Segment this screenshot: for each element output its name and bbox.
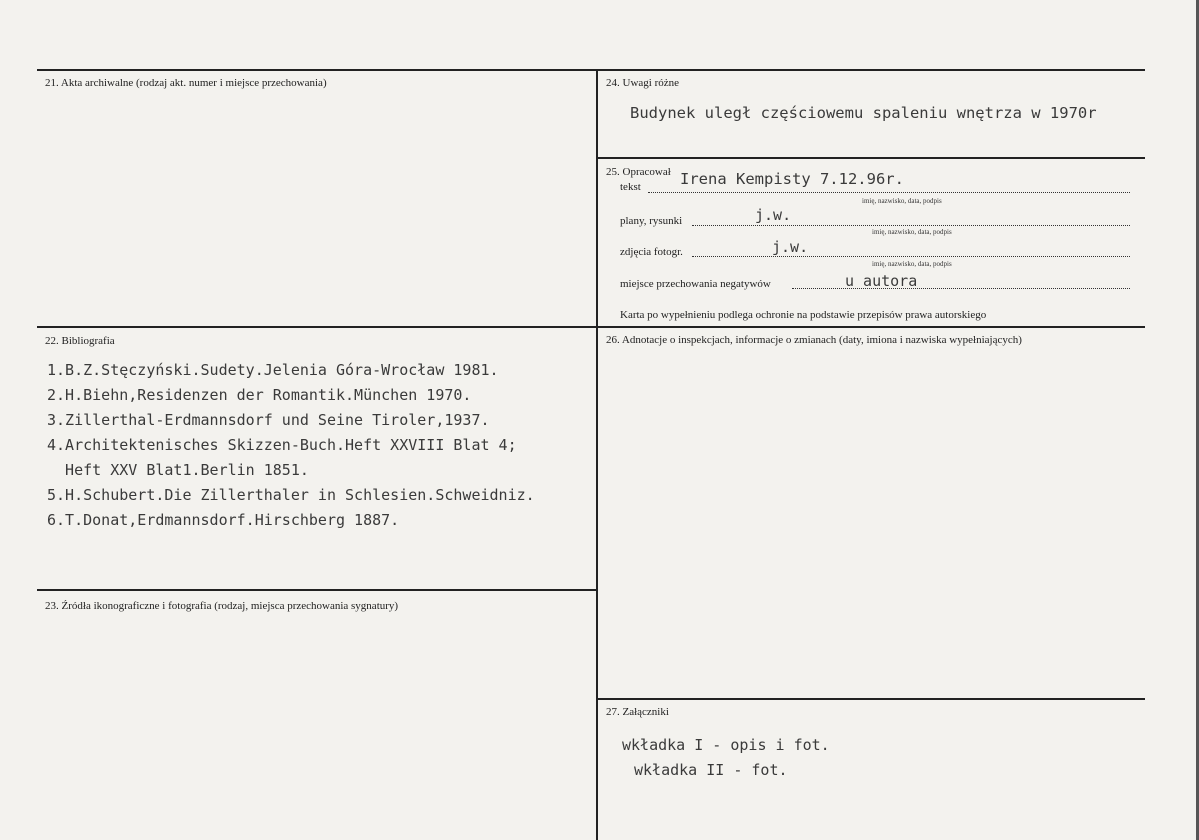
divider-25-26 <box>596 326 1145 328</box>
divider-22-23 <box>37 589 597 591</box>
attachment-item: wkładka II - fot. <box>634 761 788 779</box>
bibliography-entry: 3.Zillerthal-Erdmannsdorf und Seine Tiroler,1937. <box>47 411 490 429</box>
plany-dotted-line <box>692 225 1130 226</box>
bibliography-entry: 5.H.Schubert.Die Zillerthaler in Schlesien.Schweidniz. <box>47 486 535 504</box>
section-22-label: 22. Bibliografia <box>45 335 115 347</box>
bibliography-entry: 6.T.Donat,Erdmannsdorf.Hirschberg 1887. <box>47 511 400 529</box>
tekst-label: tekst <box>620 181 641 193</box>
bibliography-entry: 1.B.Z.Stęczyński.Sudety.Jelenia Góra-Wrocław 1981. <box>47 361 499 379</box>
section-26-label: 26. Adnotacje o inspekcjach, informacje o zmianach (daty, imiona i nazwiska wypełniających) <box>606 334 1022 346</box>
divider-24-25 <box>596 157 1145 159</box>
bibliography-entry: 4.Architektenisches Skizzen-Buch.Heft XXVIII Blat 4; <box>47 436 517 454</box>
section-21-label: 21. Akta archiwalne (rodzaj akt. numer i miejsce przechowania) <box>45 77 327 89</box>
tekst-dotted-line <box>648 192 1130 193</box>
top-border <box>37 69 1145 71</box>
zdjecia-dotted-line <box>692 256 1130 257</box>
negatywy-dotted-line <box>792 288 1130 289</box>
zdjecia-label: zdjęcia fotogr. <box>620 246 683 258</box>
negatywy-value: u autora <box>845 272 918 290</box>
divider-21-22 <box>37 326 597 328</box>
plany-value: j.w. <box>755 206 792 224</box>
plany-label: plany, rysunki <box>620 215 683 227</box>
negatywy-label: miejsce przechowania negatywów <box>620 278 771 290</box>
divider-26-27 <box>596 698 1145 700</box>
section-27-label: 27. Załączniki <box>606 706 669 718</box>
plany-hint: imię, nazwisko, data, podpis <box>872 228 952 236</box>
column-divider <box>596 69 598 840</box>
tekst-value: Irena Kempisty 7.12.96r. <box>680 170 904 188</box>
bibliography-entry: Heft XXV Blat1.Berlin 1851. <box>47 461 309 479</box>
tekst-hint: imię, nazwisko, data, podpis <box>862 197 942 205</box>
attachment-item: wkładka I - opis i fot. <box>622 736 830 754</box>
section-25-label: 25. Opracował <box>606 166 671 178</box>
copyright-note: Karta po wypełnieniu podlega ochronie na podstawie przepisów prawa autorskiego <box>620 309 987 321</box>
section-23-label: 23. Źródła ikonograficzne i fotografia (rodzaj, miejsca przechowania sygnatury) <box>45 600 399 612</box>
section-24-label: 24. Uwagi różne <box>606 77 680 89</box>
bibliography-entry: 2.H.Biehn,Residenzen der Romantik.München 1970. <box>47 386 472 404</box>
remarks-value: Budynek uległ częściowemu spaleniu wnętrza w 1970r <box>630 104 1097 122</box>
zdjecia-hint: imię, nazwisko, data, podpis <box>872 260 952 268</box>
zdjecia-value: j.w. <box>772 238 809 256</box>
